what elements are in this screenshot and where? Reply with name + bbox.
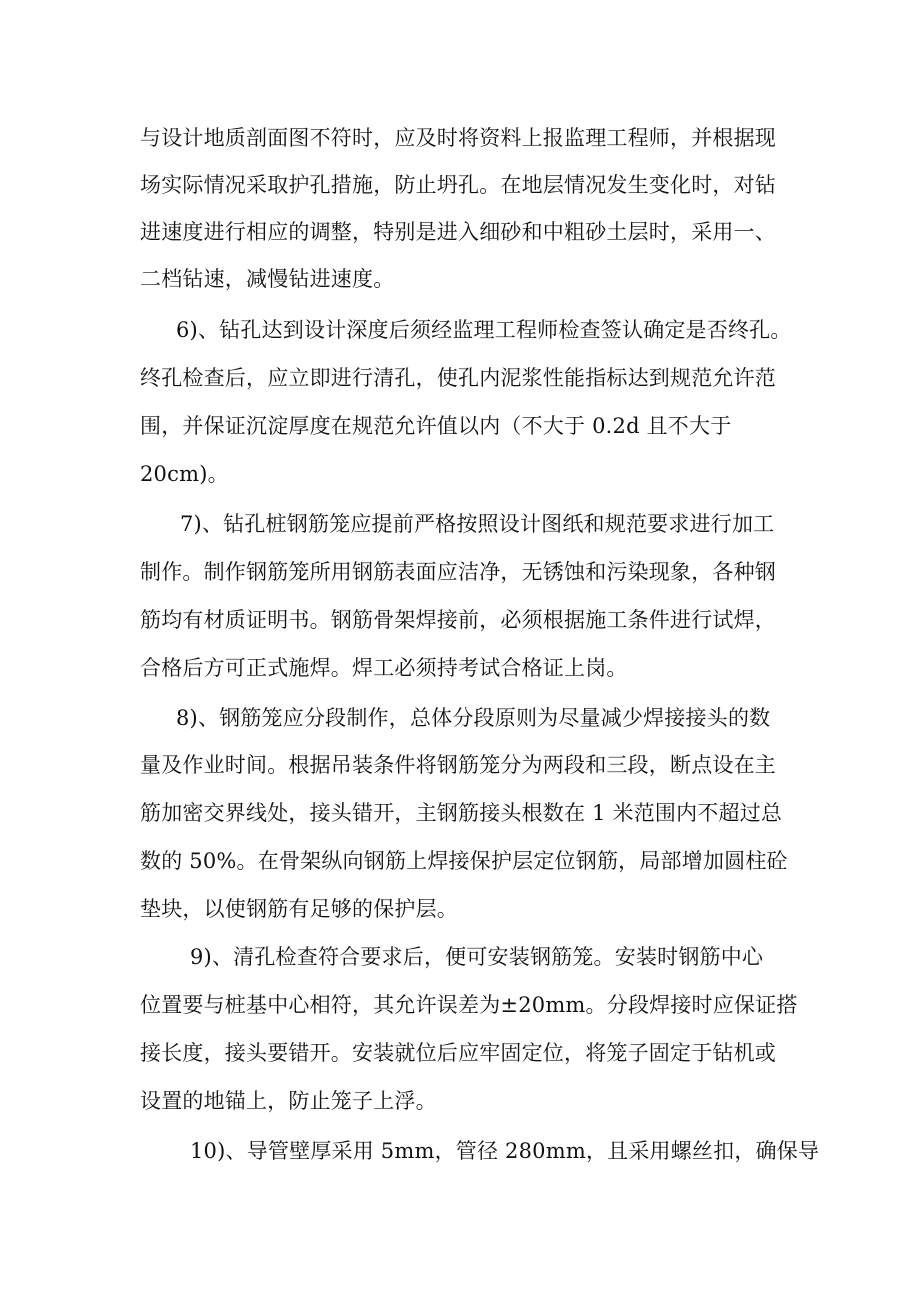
text-line: 量及作业时间。根据吊装条件将钢筋笼分为两段和三段，断点设在主 — [140, 753, 776, 777]
text-line: 设置的地锚上，防止笼子上浮。 — [140, 1089, 437, 1113]
text-line: 二档钻速，减慢钻进速度。 — [140, 267, 395, 291]
text-line: 制作。制作钢筋笼所用钢筋表面应洁净，无锈蚀和污染现象，各种钢 — [140, 560, 776, 584]
text-line: 10)、导管壁厚采用 5mm，管径 280mm，且采用螺丝扣，确保导 — [190, 1139, 820, 1163]
text-line: 场实际情况采取护孔措施，防止坍孔。在地层情况发生变化时，对钻 — [140, 173, 776, 197]
text-line: 终孔检查后，应立即进行清孔，使孔内泥浆性能指标达到规范允许范 — [140, 366, 776, 390]
text-line: 筋加密交界线处，接头错开，主钢筋接头根数在 1 米范围内不超过总 — [140, 801, 783, 825]
text-line: 位置要与桩基中心相符，其允许误差为±20mm。分段焊接时应保证搭 — [140, 993, 798, 1017]
text-line: 垫块，以使钢筋有足够的保护层。 — [140, 897, 458, 921]
text-line: 与设计地质剖面图不符时，应及时将资料上报监理工程师，并根据现 — [140, 126, 776, 150]
text-line: 筋均有材质证明书。钢筋骨架焊接前，必须根据施工条件进行试焊， — [140, 608, 776, 632]
text-line: 数的 50%。在骨架纵向钢筋上焊接保护层定位钢筋，局部增加圆柱砼 — [140, 849, 788, 873]
text-line: 接长度，接头要错开。安装就位后应牢固定位，将笼子固定于钻机或 — [140, 1041, 776, 1065]
text-line: 围，并保证沉淀厚度在规范允许值以内（不大于 0.2d 且不大于 — [140, 414, 732, 438]
text-line: 7)、钻孔桩钢筋笼应提前严格按照设计图纸和规范要求进行加工 — [180, 512, 775, 536]
text-line: 进速度进行相应的调整，特别是进入细砂和中粗砂土层时，采用一、 — [140, 220, 776, 244]
text-line: 8)、钢筋笼应分段制作，总体分段原则为尽量减少焊接接头的数 — [176, 706, 771, 730]
text-line: 6)、钻孔达到设计深度后须经监理工程师检查签认确定是否终孔。 — [176, 318, 792, 342]
text-line: 9)、清孔检查符合要求后，便可安装钢筋笼。安装时钢筋中心 — [190, 945, 764, 969]
text-line: 20cm)。 — [140, 462, 229, 486]
text-line: 合格后方可正式施焊。焊工必须持考试合格证上岗。 — [140, 656, 628, 680]
